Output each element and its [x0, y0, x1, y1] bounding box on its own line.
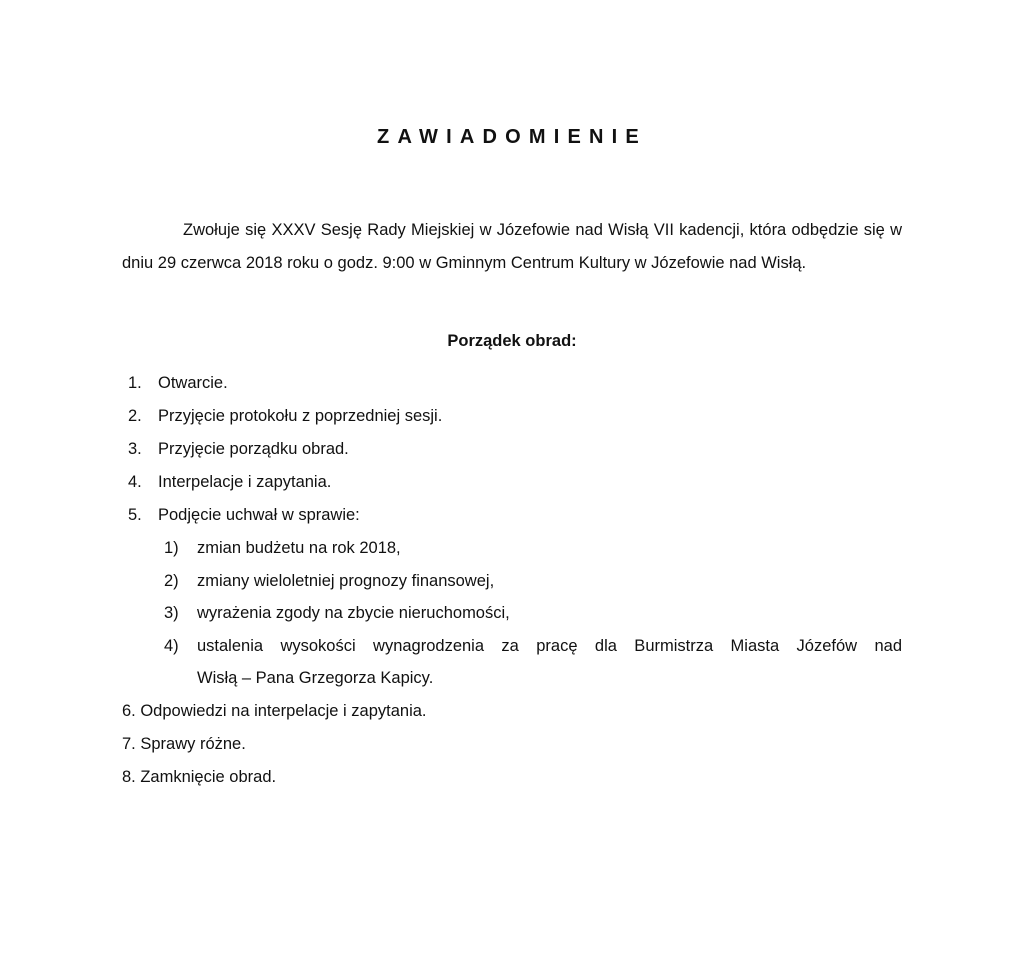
document-title: ZAWIADOMIENIE [377, 126, 647, 148]
agenda-item-text: Podjęcie uchwał w sprawie: [158, 506, 360, 524]
intro-paragraph: Zwołuje się XXXV Sesję Rady Miejskiej w Józefowie nad Wisłą VII kadencji, która odbędzie się w dniu 29 czerwca 2018 roku o godz. 9:00 w Gminnym Centrum Kultury w Józefowie nad Wisłą. [122, 221, 902, 272]
agenda-heading: Porządek obrad: [447, 332, 577, 350]
agenda-sub-item-text: zmiany wieloletniej prognozy finansowej, [197, 572, 495, 590]
agenda-sub-item-text-line2: Wisłą – Pana Grzegorza Kapicy. [197, 669, 434, 687]
agenda-item-text: Otwarcie. [158, 374, 228, 392]
agenda-item-number: 4. [128, 473, 142, 491]
agenda-item-text: Przyjęcie porządku obrad. [158, 440, 349, 458]
agenda-item-text: Przyjęcie protokołu z poprzedniej sesji. [158, 407, 443, 425]
agenda-sub-item-text-line1: ustalenia wysokości wynagrodzenia za pracę dla Burmistrza Miasta Józefów nad [197, 637, 902, 655]
agenda-item-number: 3. [128, 440, 142, 458]
agenda-item-number: 2. [128, 407, 142, 425]
agenda-sub-item-number: 4) [164, 637, 179, 655]
agenda-sub-item-number: 3) [164, 604, 179, 622]
agenda-item-text: Interpelacje i zapytania. [158, 473, 332, 491]
agenda-sub-item-number: 1) [164, 539, 179, 557]
agenda-sub-item-text: wyrażenia zgody na zbycie nieruchomości, [197, 604, 510, 622]
agenda-item-number: 1. [128, 374, 142, 392]
agenda-item-number: 5. [128, 506, 142, 524]
agenda-item: 7. Sprawy różne. [122, 735, 246, 753]
agenda-item: 8. Zamknięcie obrad. [122, 768, 277, 786]
agenda-sub-item-text: zmian budżetu na rok 2018, [197, 539, 401, 557]
agenda-item: 6. Odpowiedzi na interpelacje i zapytania. [122, 702, 427, 720]
agenda-sub-item-number: 2) [164, 572, 179, 590]
